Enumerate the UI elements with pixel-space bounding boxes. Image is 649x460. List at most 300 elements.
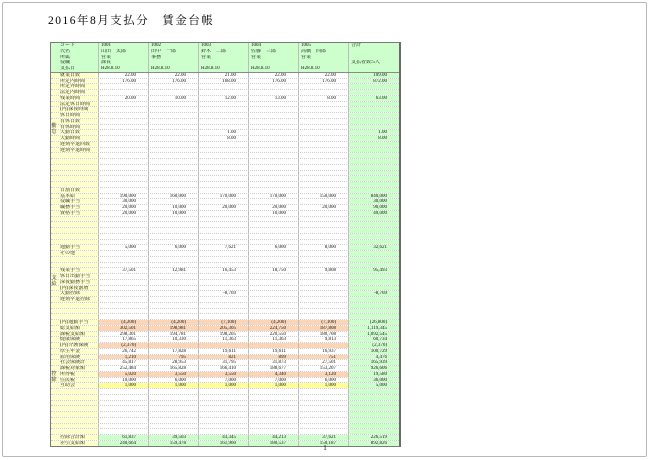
value-cell xyxy=(199,182,249,187)
value-cell xyxy=(149,222,199,227)
value-cell xyxy=(299,159,349,164)
value-cell xyxy=(149,125,199,130)
value-cell xyxy=(149,389,199,394)
section-strip xyxy=(51,148,59,153)
value-cell xyxy=(99,136,149,141)
row-label xyxy=(59,314,99,319)
value-cell xyxy=(149,234,199,239)
value-cell: 198,981 xyxy=(149,326,199,331)
section-strip xyxy=(51,343,59,348)
value-cell xyxy=(249,125,299,130)
employee-name: 山田 太郎 xyxy=(99,49,149,55)
value-cell xyxy=(149,240,199,245)
section-strip xyxy=(51,349,59,354)
value-cell: 220,550 xyxy=(249,332,299,337)
value-cell: 176.00 xyxy=(299,79,349,84)
value-cell xyxy=(199,165,249,170)
value-cell xyxy=(149,274,199,279)
value-cell xyxy=(299,107,349,112)
section-strip xyxy=(51,234,59,239)
employee-name: 鈴木 二郎 xyxy=(199,49,249,55)
value-cell: 795 xyxy=(149,355,199,360)
ledger-row xyxy=(51,124,399,130)
section-label-支給: 支給 xyxy=(51,276,57,287)
value-cell xyxy=(199,406,249,411)
value-cell: 21.00 xyxy=(199,73,249,78)
value-cell: 6,000 xyxy=(299,378,349,383)
employee-pay_date: H28.8.10 xyxy=(199,66,249,72)
total-cell xyxy=(349,234,399,239)
value-cell: 302,501 xyxy=(99,326,149,331)
total-cell xyxy=(349,148,399,153)
value-cell: 159,478 xyxy=(149,441,199,446)
value-cell: 8,000 xyxy=(299,245,349,250)
row-label xyxy=(59,240,99,245)
row-label: (内)深夜割増 xyxy=(59,286,99,291)
value-cell xyxy=(299,406,349,411)
value-cell: 37,501 xyxy=(99,268,149,273)
value-cell xyxy=(99,84,149,89)
value-cell: 176.00 xyxy=(99,79,149,84)
value-cell xyxy=(249,429,299,434)
total-cell xyxy=(349,286,399,291)
value-cell xyxy=(199,240,249,245)
row-label: 互助会 xyxy=(59,383,99,388)
value-cell: 252,484 xyxy=(99,366,149,371)
value-cell xyxy=(249,274,299,279)
value-cell xyxy=(149,107,199,112)
section-strip xyxy=(51,314,59,319)
value-cell xyxy=(299,176,349,181)
value-cell: 20,000 xyxy=(299,205,349,210)
value-cell xyxy=(149,343,199,348)
value-cell: 3,550 xyxy=(199,372,249,377)
total-cell: 63.00 xyxy=(349,96,399,101)
value-cell: 5,000 xyxy=(99,245,149,250)
row-label: 控除合計額 xyxy=(59,435,99,440)
value-cell xyxy=(299,199,349,204)
row-label xyxy=(59,153,99,158)
row-label: 住民税 xyxy=(59,378,99,383)
value-cell: 1,000 xyxy=(149,383,199,388)
value-cell xyxy=(199,125,249,130)
ledger-row xyxy=(51,147,399,153)
ledger-row-empty xyxy=(51,423,399,429)
value-cell xyxy=(299,309,349,314)
value-cell xyxy=(199,84,249,89)
value-cell xyxy=(199,343,249,348)
value-cell: 19,611 xyxy=(199,349,249,354)
value-cell xyxy=(149,148,199,153)
value-cell xyxy=(299,418,349,423)
value-cell xyxy=(249,102,299,107)
value-cell xyxy=(99,188,149,193)
value-cell xyxy=(199,199,249,204)
total-cell: 32,621 xyxy=(349,245,399,250)
ledger-row-empty xyxy=(51,227,399,233)
section-strip xyxy=(51,251,59,256)
ledger-row-empty xyxy=(51,313,399,319)
value-cell xyxy=(149,182,199,187)
value-cell xyxy=(99,309,149,314)
section-strip xyxy=(51,429,59,434)
value-cell: 37,621 xyxy=(299,435,349,440)
value-cell xyxy=(99,176,149,181)
total-cell xyxy=(349,395,399,400)
total-cell: 872.00 xyxy=(349,79,399,84)
total-cell xyxy=(349,142,399,147)
value-cell: 194,781 xyxy=(149,332,199,337)
ledger-row xyxy=(51,187,399,193)
value-cell: 10,000 xyxy=(149,211,199,216)
wage-ledger-table xyxy=(50,42,401,447)
section-strip xyxy=(51,113,59,118)
value-cell xyxy=(199,251,249,256)
value-cell xyxy=(149,142,199,147)
employee-post: 課長 xyxy=(99,60,149,66)
total-cell: 1,092,545 xyxy=(349,332,399,337)
section-strip xyxy=(51,337,59,342)
ledger-row-empty xyxy=(51,152,399,158)
employee-code: 1001 xyxy=(99,43,149,49)
ledger-row-empty xyxy=(51,233,399,239)
ledger-row-empty xyxy=(51,256,399,262)
total-cell: 226,519 xyxy=(349,435,399,440)
ledger-row-empty xyxy=(51,158,399,164)
ledger-row-empty xyxy=(51,216,399,222)
total-cell xyxy=(349,66,399,72)
total-cell: 19,580 xyxy=(349,372,399,377)
value-cell xyxy=(299,303,349,308)
total-cell xyxy=(349,401,399,406)
header-label: 氏名 xyxy=(59,49,99,55)
value-cell xyxy=(299,228,349,233)
value-cell: (4,200) xyxy=(249,320,299,325)
value-cell: 198,205 xyxy=(199,332,249,337)
ledger-row-empty xyxy=(51,411,399,417)
total-cell: 109.00 xyxy=(349,73,399,78)
total-cell: (2,370) xyxy=(349,343,399,348)
total-cell xyxy=(349,113,399,118)
total-cell xyxy=(349,165,399,170)
employee-name: 高橋 四郎 xyxy=(299,49,349,55)
value-cell xyxy=(299,280,349,285)
value-cell xyxy=(249,395,299,400)
value-cell xyxy=(149,102,199,107)
value-cell: 751 xyxy=(299,355,349,360)
value-cell xyxy=(99,401,149,406)
row-label xyxy=(59,217,99,222)
value-cell xyxy=(299,314,349,319)
value-cell xyxy=(149,228,199,233)
value-cell xyxy=(249,257,299,262)
section-strip xyxy=(51,389,59,394)
ledger-row xyxy=(51,365,399,371)
value-cell xyxy=(299,222,349,227)
value-cell: 16,937 xyxy=(299,349,349,354)
value-cell xyxy=(249,297,299,302)
value-cell xyxy=(199,188,249,193)
total-cell xyxy=(349,389,399,394)
value-cell: 166,410 xyxy=(199,366,249,371)
value-cell xyxy=(99,291,149,296)
row-label xyxy=(59,401,99,406)
value-cell: 3,550 xyxy=(149,372,199,377)
value-cell xyxy=(99,228,149,233)
section-strip xyxy=(51,217,59,222)
ledger-row xyxy=(51,101,399,107)
row-label: (内)介護保険 xyxy=(59,343,99,348)
value-cell xyxy=(99,251,149,256)
value-cell xyxy=(299,119,349,124)
ledger-row xyxy=(51,285,399,291)
value-cell xyxy=(299,182,349,187)
row-label: 欠勤控除 xyxy=(59,291,99,296)
value-cell: 168.00 xyxy=(199,79,249,84)
total-cell: 8.00 xyxy=(349,136,399,141)
value-cell: (7,100) xyxy=(199,320,249,325)
section-strip xyxy=(51,182,59,187)
total-cell: 5,000 xyxy=(349,383,399,388)
value-cell xyxy=(249,176,299,181)
section-label-勤怠: 勤怠 xyxy=(51,124,57,135)
section-strip xyxy=(51,291,59,296)
value-cell xyxy=(249,401,299,406)
value-cell xyxy=(249,90,299,95)
row-label: 遅刻早退時間 xyxy=(59,148,99,153)
ledger-row xyxy=(51,371,399,377)
value-cell: 170,000 xyxy=(199,194,249,199)
value-cell: 224,750 xyxy=(249,326,299,331)
value-cell xyxy=(199,217,249,222)
value-cell: 240,664 xyxy=(99,441,149,446)
value-cell xyxy=(199,314,249,319)
employee-pay_date: H28.8.10 xyxy=(249,66,299,72)
section-strip xyxy=(51,435,59,440)
ledger-row xyxy=(51,273,399,279)
section-strip xyxy=(51,199,59,204)
value-cell: 205,305 xyxy=(199,326,249,331)
value-cell xyxy=(299,136,349,141)
value-cell: 1,000 xyxy=(199,383,249,388)
ledger-row xyxy=(51,290,399,296)
row-label xyxy=(59,395,99,400)
value-cell: 9,813 xyxy=(299,337,349,342)
ledger-row xyxy=(51,83,399,89)
value-cell: 6,000 xyxy=(149,378,199,383)
value-cell xyxy=(249,119,299,124)
value-cell xyxy=(149,314,199,319)
value-cell xyxy=(299,130,349,135)
row-label: 職務手当 xyxy=(59,205,99,210)
value-cell xyxy=(149,280,199,285)
row-label xyxy=(59,228,99,233)
total-cell: 4,476 xyxy=(349,355,399,360)
employee-dept: 営業 xyxy=(249,55,299,61)
value-cell: 161,960 xyxy=(199,441,249,446)
ledger-row xyxy=(51,348,399,354)
ledger-row xyxy=(51,279,399,285)
ledger-row-empty xyxy=(51,221,399,227)
value-cell xyxy=(249,418,299,423)
value-cell xyxy=(249,424,299,429)
value-cell xyxy=(99,107,149,112)
section-strip xyxy=(51,320,59,325)
employee-name: 田中 一郎 xyxy=(149,49,199,55)
total-column-header: 合計 xyxy=(349,43,399,49)
row-label: 通勤手当 xyxy=(59,245,99,250)
row-label: 遅刻早退控除 xyxy=(59,297,99,302)
employee-pay_date: H28.8.10 xyxy=(149,66,199,72)
value-cell xyxy=(149,418,199,423)
value-cell xyxy=(249,240,299,245)
header-row-pay_date xyxy=(51,66,399,72)
value-cell: 22.00 xyxy=(99,73,149,78)
value-cell: 20,000 xyxy=(99,205,149,210)
section-strip xyxy=(51,263,59,268)
value-cell: 31,795 xyxy=(199,360,249,365)
value-cell xyxy=(199,429,249,434)
value-cell: 899 xyxy=(249,355,299,360)
ledger-row xyxy=(51,250,399,256)
total-cell: -8,769 xyxy=(349,291,399,296)
value-cell xyxy=(249,343,299,348)
ledger-row xyxy=(51,198,399,204)
section-strip xyxy=(51,268,59,273)
value-cell: 13.00 xyxy=(249,96,299,101)
value-cell xyxy=(199,389,249,394)
section-strip xyxy=(51,309,59,314)
ledger-row-empty xyxy=(51,394,399,400)
value-cell xyxy=(99,165,149,170)
ledger-row-empty xyxy=(51,164,399,170)
ledger-row xyxy=(51,118,399,124)
value-cell xyxy=(299,429,349,434)
section-strip xyxy=(51,424,59,429)
value-cell xyxy=(149,395,199,400)
value-cell: 170,000 xyxy=(249,194,299,199)
value-cell: 6,000 xyxy=(149,245,199,250)
total-cell: 30,000 xyxy=(349,199,399,204)
value-cell xyxy=(249,107,299,112)
value-cell: 150,187 xyxy=(299,441,349,446)
value-cell xyxy=(99,90,149,95)
value-cell xyxy=(199,142,249,147)
ledger-row-empty xyxy=(51,262,399,268)
row-label: 深夜勤務手当 xyxy=(59,280,99,285)
value-cell: 7,621 xyxy=(199,245,249,250)
value-cell xyxy=(199,119,249,124)
section-strip xyxy=(51,441,59,446)
ledger-row-empty xyxy=(51,308,399,314)
value-cell xyxy=(299,257,349,262)
row-label: 総支給額 xyxy=(59,326,99,331)
value-cell: 6,000 xyxy=(249,245,299,250)
row-label: 差引支給額 xyxy=(59,441,99,446)
value-cell: 5,020 xyxy=(99,372,149,377)
value-cell xyxy=(99,297,149,302)
ledger-row xyxy=(51,296,399,302)
row-label: 残業時間 xyxy=(59,96,99,101)
value-cell xyxy=(199,418,249,423)
total-cell xyxy=(349,418,399,423)
value-cell: (2,370) xyxy=(99,343,149,348)
value-cell xyxy=(299,90,349,95)
value-cell: 7,000 xyxy=(199,378,249,383)
value-cell: 31,873 xyxy=(249,360,299,365)
total-cell xyxy=(349,153,399,158)
value-cell xyxy=(199,234,249,239)
row-label xyxy=(59,257,99,262)
section-strip xyxy=(51,297,59,302)
value-cell xyxy=(299,125,349,130)
value-cell xyxy=(149,199,199,204)
ledger-row-empty xyxy=(51,405,399,411)
value-cell: 1,000 xyxy=(299,383,349,388)
value-cell: 20.00 xyxy=(99,96,149,101)
ledger-row xyxy=(51,382,399,388)
value-cell: 20,000 xyxy=(199,205,249,210)
row-label: 休日時間 xyxy=(59,113,99,118)
value-cell xyxy=(99,418,149,423)
value-cell xyxy=(149,130,199,135)
value-cell: 39,503 xyxy=(149,435,199,440)
ledger-row xyxy=(51,440,399,446)
value-cell xyxy=(199,257,249,262)
employee-pay_date: H28.8.10 xyxy=(299,66,349,72)
total-cell xyxy=(349,297,399,302)
value-cell xyxy=(249,234,299,239)
value-cell xyxy=(299,148,349,153)
value-cell xyxy=(299,113,349,118)
employee-name: 佐藤 三郎 xyxy=(249,49,299,55)
value-cell xyxy=(299,263,349,268)
total-cell xyxy=(349,171,399,176)
value-cell xyxy=(99,412,149,417)
row-label: 厚生年金 xyxy=(59,349,99,354)
ledger-row-empty xyxy=(51,170,399,176)
value-cell xyxy=(99,389,149,394)
section-strip xyxy=(51,257,59,262)
value-cell xyxy=(299,395,349,400)
total-cell xyxy=(349,314,399,319)
value-cell xyxy=(199,90,249,95)
row-label: (内)通勤手当 xyxy=(59,320,99,325)
employee-dept: 営業 xyxy=(299,55,349,61)
value-cell xyxy=(149,424,199,429)
row-label xyxy=(59,389,99,394)
section-strip xyxy=(51,176,59,181)
section-strip xyxy=(51,355,59,360)
value-cell xyxy=(299,291,349,296)
value-cell xyxy=(99,102,149,107)
ledger-row xyxy=(51,336,399,342)
value-cell: 8.00 xyxy=(199,136,249,141)
header-label: コード xyxy=(59,43,99,49)
section-strip xyxy=(51,153,59,158)
ledger-row xyxy=(51,434,399,440)
ledger-row-empty xyxy=(51,417,399,423)
value-cell xyxy=(99,171,149,176)
section-strip xyxy=(51,401,59,406)
section-strip xyxy=(51,418,59,423)
ledger-row xyxy=(51,377,399,383)
value-cell xyxy=(99,314,149,319)
value-cell xyxy=(199,286,249,291)
value-cell xyxy=(299,102,349,107)
row-label xyxy=(59,159,99,164)
row-label: 所定内時間 xyxy=(59,79,99,84)
